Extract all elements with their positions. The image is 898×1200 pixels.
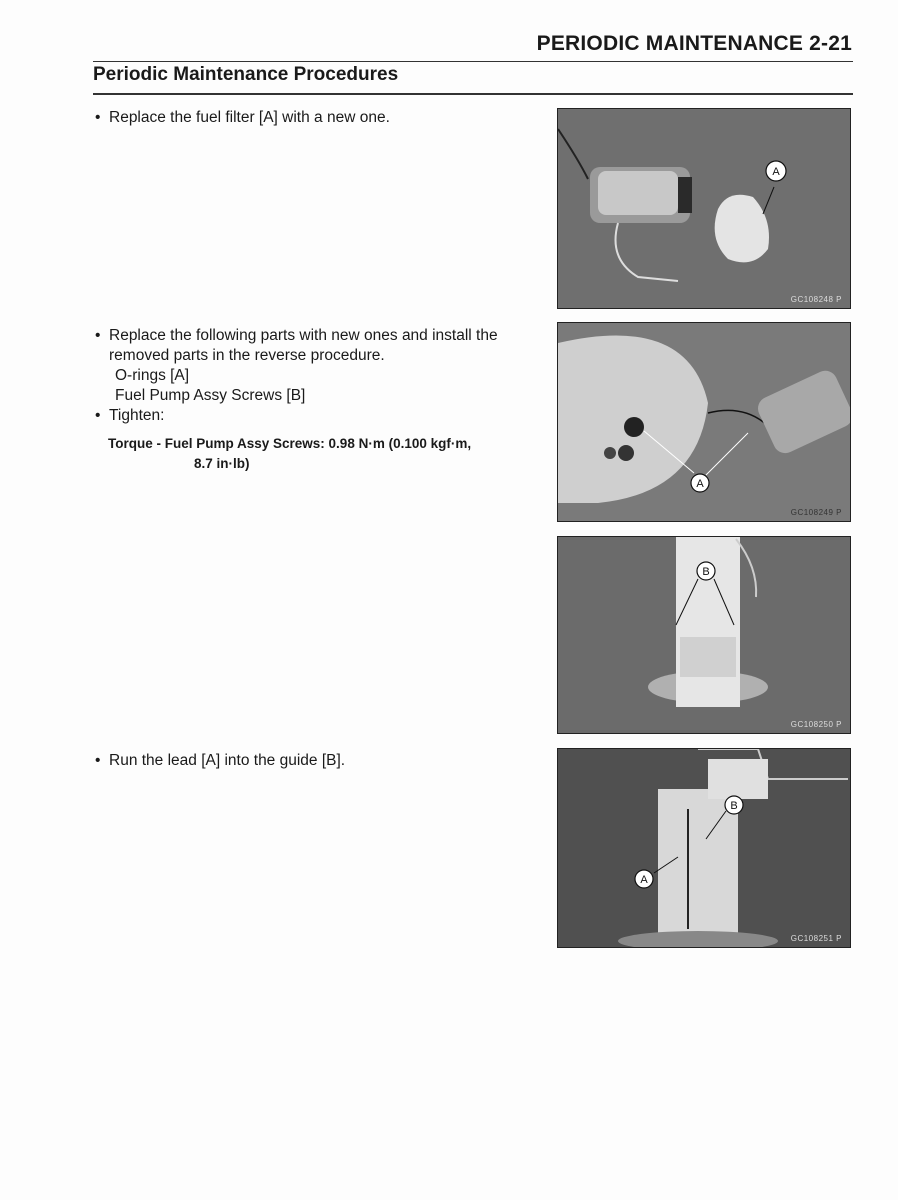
step-text: Replace the fuel filter [A] with a new one. [109, 109, 390, 126]
step-replace-fuel-filter [95, 108, 390, 128]
svg-text:A: A [696, 478, 704, 490]
figure-code: GC108248 P [790, 295, 842, 304]
step-tighten [95, 406, 164, 426]
section-rule [93, 93, 853, 95]
figure-code: GC108249 P [790, 508, 842, 517]
section-title: Periodic Maintenance Procedures [93, 64, 399, 85]
torque-line-2: 8.7 in·lb) [194, 456, 250, 471]
figure-fuel-filter-photo [557, 108, 851, 309]
bullet: • [95, 752, 101, 769]
step-replace-parts [95, 326, 498, 406]
header-rule [93, 61, 853, 62]
bullet: • [95, 109, 101, 126]
figure-lead-guide-photo [557, 748, 851, 948]
step-text-line-1: Replace the following parts with new ones and install the [109, 327, 498, 344]
step-text: Run the lead [A] into the guide [B]. [109, 752, 346, 769]
bullet: • [95, 327, 101, 344]
figure-screws-photo [557, 536, 851, 734]
part-item-screws: Fuel Pump Assy Screws [B] [115, 387, 306, 404]
svg-text:B: B [730, 800, 738, 812]
torque-line-1: Torque - Fuel Pump Assy Screws: 0.98 N·m (0.100 kgf·m, [108, 436, 472, 451]
svg-text:B: B [702, 566, 710, 578]
step-run-lead [95, 751, 345, 771]
bullet: • [95, 407, 101, 424]
figure-code: GC108251 P [790, 934, 842, 943]
part-item-o-rings: O-rings [A] [115, 367, 190, 384]
figure-o-rings-photo [557, 322, 851, 522]
page-header-title: PERIODIC MAINTENANCE 2-21 [536, 32, 852, 55]
svg-text:A: A [640, 874, 648, 886]
torque-spec [108, 434, 471, 474]
step-text-line-2: removed parts in the reverse procedure. [109, 347, 385, 364]
callout-a: A [772, 166, 780, 178]
step-text: Tighten: [109, 407, 165, 424]
figure-code: GC108250 P [790, 720, 842, 729]
